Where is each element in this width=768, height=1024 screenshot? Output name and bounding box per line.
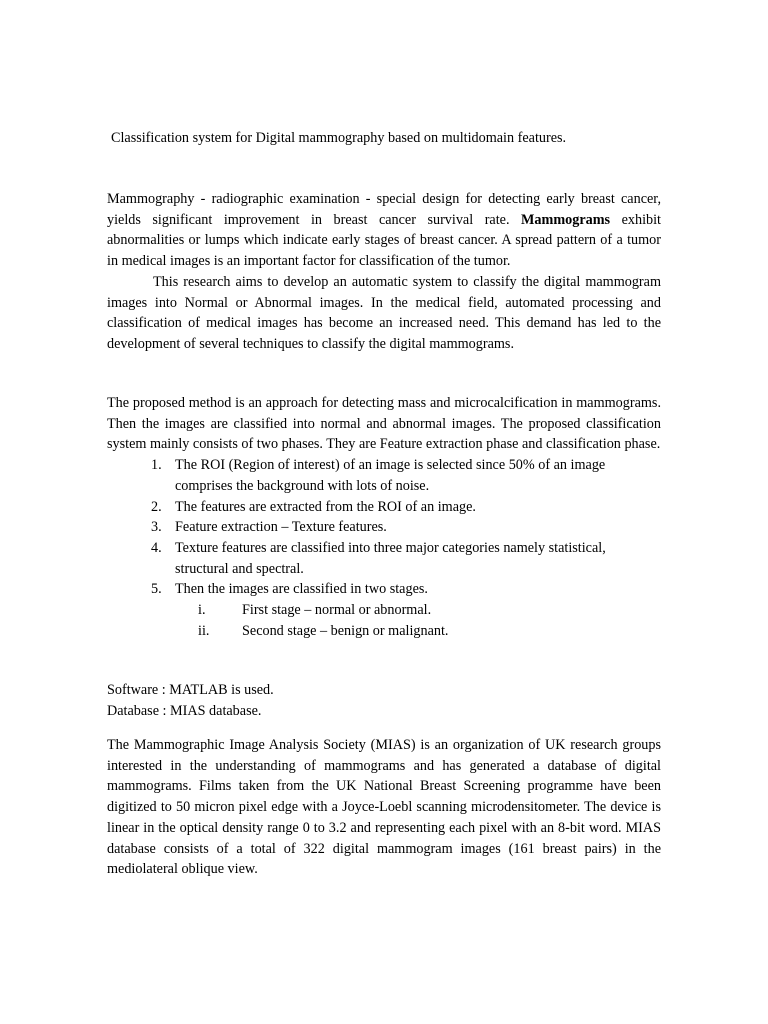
mias-section xyxy=(107,735,661,880)
list-item-text: Then the images are classified in two stages. xyxy=(175,581,428,598)
method-paragraph: The proposed method is an approach for detecting mass and microcalcification in mammograms. Then the images are classified into normal and abnormal images. The proposed classification system mainly consists of two phases. They are Feature extraction phase and classification phase. xyxy=(107,395,661,453)
list-item xyxy=(107,579,661,600)
method-steps-list xyxy=(107,455,661,600)
list-item-text: Texture features are classified into three major categories namely statistical, structural and spectral. xyxy=(175,539,606,577)
method-section xyxy=(107,393,661,641)
database-line: Database : MIAS database. xyxy=(107,702,262,719)
intro-section xyxy=(107,189,661,355)
stage-sublist xyxy=(107,600,661,641)
intro-paragraph-2: This research aims to develop an automatic system to classify the digital mammogram images into Normal or Abnormal images. In the medical field, automated processing and classification of medical images has become an increased need. This demand has led to the development of several techniques to classify the digital mammograms. xyxy=(107,273,661,352)
list-item xyxy=(107,497,661,518)
software-line: Software : MATLAB is used. xyxy=(107,682,274,698)
sublist-number: ii. xyxy=(198,622,210,639)
intro-paragraph-1 xyxy=(107,189,661,272)
list-number: 5. xyxy=(151,581,162,598)
intro-text-start: Mammography - radiographic examination - special design for detecting early breast cancer, yields significant improvement in breast cancer survival rate. xyxy=(107,191,661,228)
list-number: 4. xyxy=(151,539,162,556)
list-item-text: The features are extracted from the ROI of an image. xyxy=(175,498,476,515)
sublist-number: i. xyxy=(198,602,206,619)
list-item xyxy=(107,538,661,579)
list-number: 1. xyxy=(151,457,162,474)
sublist-item-text: Second stage – benign or malignant. xyxy=(242,622,449,639)
list-item xyxy=(107,455,661,496)
list-item xyxy=(107,517,661,538)
list-item-text: Feature extraction – Texture features. xyxy=(175,519,387,536)
sublist-item xyxy=(107,600,661,621)
list-number: 3. xyxy=(151,519,162,536)
list-item-text: The ROI (Region of interest) of an image is selected since 50% of an image comprises the background with lots of noise. xyxy=(175,457,606,494)
tools-section xyxy=(107,680,661,721)
list-number: 2. xyxy=(151,498,162,515)
mias-paragraph: The Mammographic Image Analysis Society (MIAS) is an organization of UK research groups interested in the understanding of mammograms and has generated a database of digital mammograms. Films taken from the UK National Breast Screening programme have been digitized to 50 micron pixel edge with a Joyce-Loebl scanning microdensitometer. The device is linear in the optical density range 0 to 3.2 and representing each pixel with an 8-bit word. MIAS database consists of a total of 322 digital mammogram images (161 breast pairs) in the mediolateral oblique view. xyxy=(107,737,661,878)
sublist-item-text: First stage – normal or abnormal. xyxy=(242,602,432,619)
mammograms-bold-term: Mammograms xyxy=(521,211,611,228)
document-title: Classification system for Digital mammography based on multidomain features. xyxy=(111,130,567,146)
sublist-item xyxy=(107,621,661,642)
intro-text-end: exhibit abnormalities or lumps which indicate early stages of breast cancer. A spread pattern of a tumor in medical images is an important factor for classification of the tumor. xyxy=(107,211,662,270)
